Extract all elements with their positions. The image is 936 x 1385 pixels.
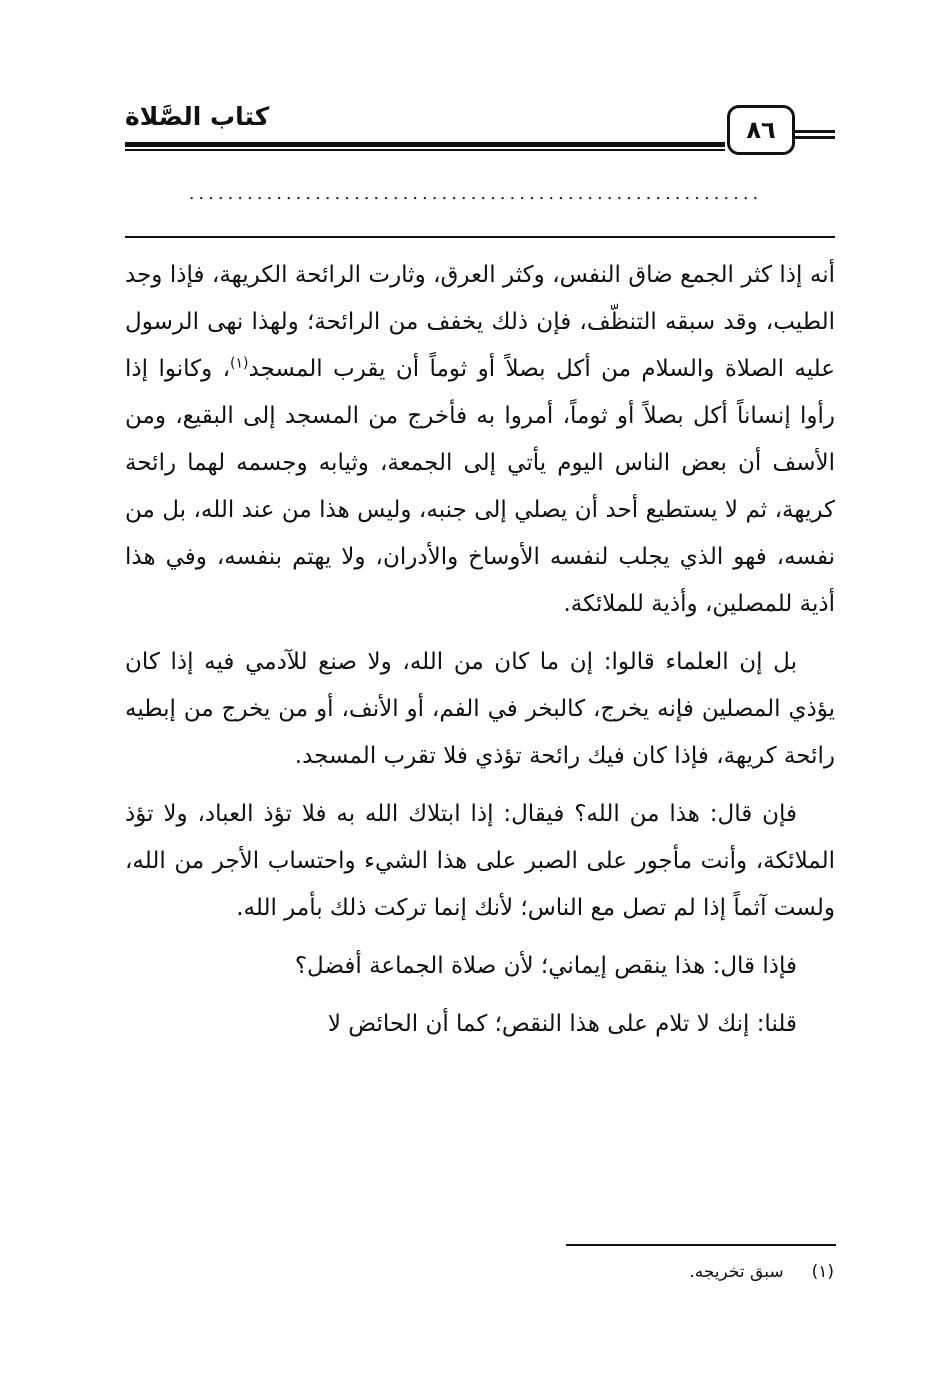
dotted-separator: ........................................................... <box>188 183 763 204</box>
paragraph-3: فإن قال: هذا من الله؟ فيقال: إذا ابتلاك الله به فلا تؤذ العباد، ولا تؤذ الملائكة، وأنت مأجور على الصبر على هذا الشيء واحتساب الأجر من الله، ولست آثماً إذا لم تصل مع الناس؛ لأنك إنما تركت ذلك بأمر الله. <box>125 801 835 921</box>
page-header <box>125 100 835 160</box>
footnote-rule <box>566 1244 836 1246</box>
footnote-number: (١) <box>811 1262 834 1282</box>
paragraph-1-start: أنه إذا كثر الجمع ضاق النفس، وكثر العرق، وثارت الرائحة الكريهة، فإذا وجد الطيب، وقد سبقه التنظّف، فإن ذلك يخفف من الرائحة؛ ولهذا نهى الرسول عليه الصلاة والسلام من أكل بصلاً أو ثوماً أن يقرب المسجد <box>125 262 835 382</box>
footnote-reference: (١) <box>230 355 249 372</box>
header-rule-right-bottom <box>793 136 835 139</box>
paragraph-2: بل إن العلماء قالوا: إن ما كان من الله، ولا صنع للآدمي فيه إذا كان يؤذي المصلين فإنه يخرج، كالبخر في الفم، أو الأنف، أو من يخرج من إبطيه رائحة كريهة، فإذا كان فيك رائحة تؤذي فلا تقرب المسجد. <box>125 649 835 769</box>
footnote-text: سبق تخريجه. <box>689 1262 784 1282</box>
paragraph-4: فإذا قال: هذا ينقص إيماني؛ لأن صلاة الجماعة أفضل؟ <box>294 953 797 979</box>
footnote <box>689 1262 834 1282</box>
header-rule-right-top <box>793 130 835 133</box>
page-number: ٨٦ <box>727 105 795 155</box>
paragraph-1 <box>125 252 835 628</box>
book-title: كتاب الصَّلاة <box>125 102 270 131</box>
header-rule-thin <box>125 149 725 151</box>
separator-line <box>125 236 835 238</box>
header-rule-thick <box>125 142 725 147</box>
body-text <box>125 252 835 1059</box>
paragraph-5: قلنا: إنك لا تلام على هذا النقص؛ كما أن الحائض لا <box>327 1011 797 1037</box>
paragraph-1-rest: ، وكانوا إذا رأوا إنساناً أكل بصلاً أو ثوماً، أمروا به فأخرج من المسجد إلى البقيع، ومن الأسف أن بعض الناس اليوم يأتي إلى الجمعة، وثيابه وجسمه لهما رائحة كريهة، ثم لا يستطيع أحد أن يصلي إلى جنبه، وليس هذا من عند الله، بل من نفسه، فهو الذي يجلب لنفسه الأوساخ والأدران، ولا يهتم بنفسه، وفي هذا أذية للمصلين، وأذية للملائكة. <box>125 356 835 617</box>
